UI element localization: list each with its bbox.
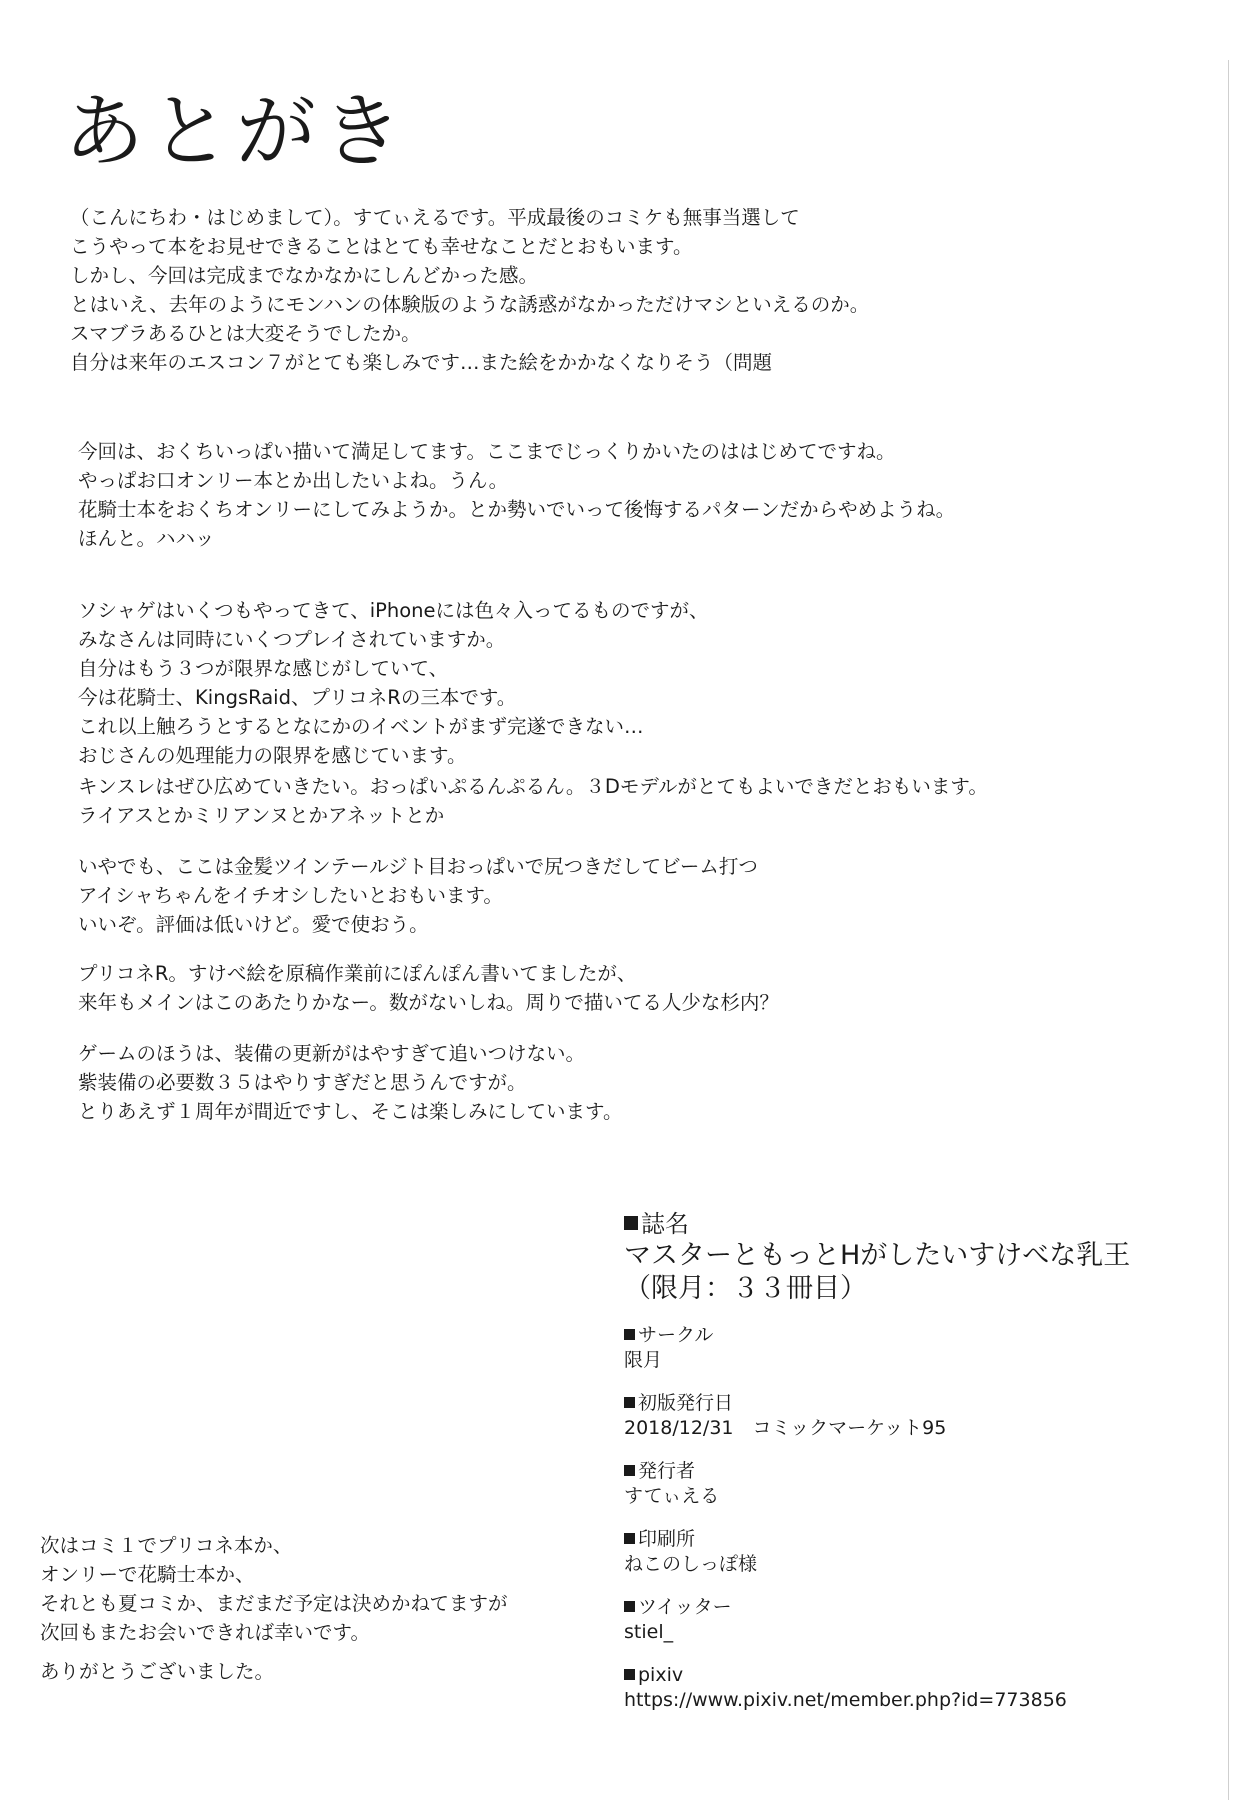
publisher-block	[624, 1459, 1184, 1509]
text-line: いやでも、ここは金髪ツインテールジト目おっぱいで尻つきだしてビーム打つ	[78, 855, 758, 878]
text-line: おじさんの処理能力の限界を感じています。	[78, 744, 467, 767]
text-line: 次はコミ１でプリコネ本か、	[40, 1534, 293, 1557]
first-edition-label	[624, 1391, 1184, 1416]
paragraph-social-games	[78, 596, 709, 770]
paragraph-game-progress	[78, 1039, 622, 1126]
paragraph-kings-raid	[78, 772, 988, 830]
text-line: ほんと。ハハッ	[78, 527, 215, 550]
first-edition-block	[624, 1391, 1184, 1441]
text-line: 花騎士本をおくちオンリーにしてみようか。とか勢いでいって後悔するパターンだからやめようね。	[78, 498, 956, 521]
text-line: やっぱお口オンリー本とか出したいよね。うん。	[78, 469, 509, 492]
text-line: キンスレはぜひ広めていきたい。おっぱいぷるんぷるん。３Dモデルがとてもよいできだとおもいます。	[78, 775, 988, 798]
paragraph-greeting	[70, 203, 869, 377]
printer-label-text: 印刷所	[638, 1528, 696, 1550]
text-line: 来年もメインはこのあたりかなー。数がないしね。周りで描いてる人少な杉内？	[78, 991, 779, 1014]
magazine-title-line1: マスターともっとHがしたいすけべな乳王	[624, 1240, 1131, 1271]
text-line: スマブラあるひとは大変そうでしたか。	[70, 322, 421, 345]
text-line: 紫装備の必要数３５はやりすぎだと思うんですが。	[78, 1071, 527, 1094]
circle-label-text: サークル	[638, 1324, 714, 1346]
pixiv-label-text: pixiv	[638, 1664, 684, 1686]
printer-label	[624, 1527, 1184, 1552]
text-line: ありがとうございました。	[40, 1660, 275, 1683]
square-bullet-icon	[624, 1465, 635, 1476]
twitter-label	[624, 1595, 1184, 1620]
text-line: とはいえ、去年のようにモンハンの体験版のような誘惑がなかっただけマシといえるのか。	[70, 293, 870, 316]
publisher-label-text: 発行者	[638, 1460, 696, 1482]
text-line: 今は花騎士、KingsRaid、プリコネRの三本です。	[78, 686, 517, 709]
printer-value: ねこのしっぽ様	[624, 1553, 758, 1575]
publisher-label	[624, 1459, 1184, 1484]
square-bullet-icon	[624, 1329, 635, 1340]
paragraph-priconne	[78, 959, 779, 1017]
paragraph-thanks	[40, 1657, 274, 1686]
square-bullet-icon	[624, 1669, 635, 1680]
text-line: 今回は、おくちいっぱい描いて満足してます。ここまでじっくりかいたのははじめてですね。	[78, 440, 896, 463]
square-bullet-icon	[624, 1397, 635, 1408]
text-line: みなさんは同時にいくつプレイされていますか。	[78, 628, 506, 651]
text-line: いいぞ。評価は低いけど。愛で使おう。	[78, 913, 429, 936]
page-title: あとがき	[64, 84, 408, 178]
colophon	[624, 1209, 1184, 1713]
paragraph-this-book	[78, 437, 955, 553]
pixiv-block	[624, 1663, 1184, 1713]
pixiv-label	[624, 1663, 1184, 1688]
text-line: ゲームのほうは、装備の更新がはやすぎて追いつけない。	[78, 1042, 586, 1065]
text-line: アイシャちゃんをイチオシしたいとおもいます。	[78, 884, 503, 907]
text-line: 自分は来年のエスコン７がとても楽しみです…また絵をかかなくなりそう（問題	[70, 351, 773, 374]
paragraph-aisha	[78, 852, 758, 939]
text-line: しかし、今回は完成までなかなかにしんどかった感。	[70, 264, 539, 287]
text-line: プリコネR。すけべ絵を原稿作業前にぽんぽん書いてましたが、	[78, 962, 637, 985]
pixiv-url: https://www.pixiv.net/member.php?id=773856	[624, 1689, 1067, 1711]
first-edition-value: 2018/12/31 コミックマーケット95	[624, 1417, 947, 1439]
printer-block	[624, 1527, 1184, 1577]
text-line: 自分はもう３つが限界な感じがしていて、	[78, 657, 449, 680]
magazine-label	[624, 1209, 1184, 1239]
publisher-value: すてぃえる	[624, 1485, 720, 1507]
text-line: これ以上触ろうとするとなにかのイベントがまず完遂できない…	[78, 715, 644, 738]
twitter-label-text: ツイッター	[638, 1596, 732, 1618]
twitter-value: stiel_	[624, 1621, 674, 1643]
square-bullet-icon	[624, 1216, 638, 1230]
paragraph-next-book	[40, 1531, 508, 1647]
circle-label	[624, 1323, 1184, 1348]
magazine-title-line2: （限月：３３冊目）	[624, 1273, 867, 1304]
text-line: オンリーで花騎士本か、	[40, 1563, 255, 1586]
text-line: ライアスとかミリアンヌとかアネットとか	[78, 804, 445, 827]
text-line: （こんにちわ・はじめまして）。すてぃえるです。平成最後のコミケも無事当選して	[70, 206, 800, 229]
first-edition-label-text: 初版発行日	[638, 1392, 734, 1414]
magazine-label-text: 誌名	[641, 1210, 689, 1238]
text-line: こうやって本をお見せできることはとても幸せなことだとおもいます。	[70, 235, 693, 258]
square-bullet-icon	[624, 1533, 635, 1544]
circle-block	[624, 1323, 1184, 1373]
text-line: とりあえず１周年が間近ですし、そこは楽しみにしています。	[78, 1100, 623, 1123]
circle-value: 限月	[624, 1349, 663, 1371]
page-edge-line	[1228, 60, 1229, 1800]
text-line: ソシャゲはいくつもやってきて、iPhoneには色々入ってるものですが、	[78, 599, 709, 622]
text-line: 次回もまたお会いできれば幸いです。	[40, 1621, 370, 1644]
text-line: それとも夏コミか、まだまだ予定は決めかねてますが	[40, 1592, 508, 1615]
twitter-block	[624, 1595, 1184, 1645]
square-bullet-icon	[624, 1601, 635, 1612]
